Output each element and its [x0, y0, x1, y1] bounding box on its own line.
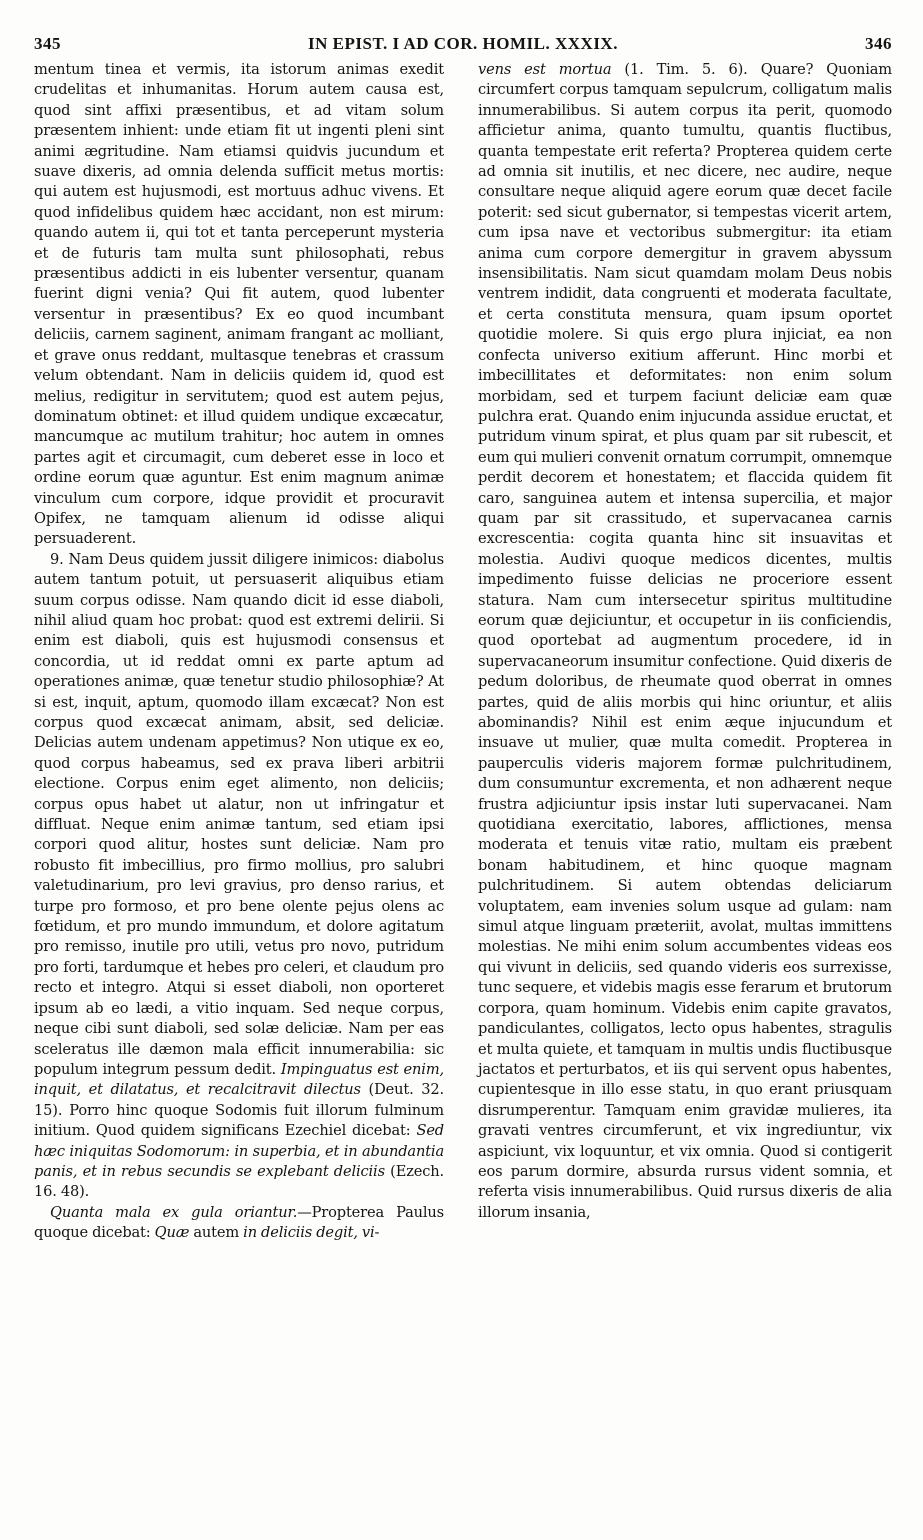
- running-title: IN EPIST. I AD COR. HOMIL. XXXIX.: [308, 34, 618, 53]
- scripture-quote: Impinguatus est enim, inquit, et dilatatus, et recalcitravit dilectus: [34, 1060, 444, 1099]
- scripture-quote: vens est mortua: [478, 61, 612, 78]
- left-column: [34, 60, 444, 1244]
- scripture-quote: in deliciis degit, vi-: [243, 1224, 380, 1242]
- paragraph: [34, 1203, 444, 1244]
- right-column: [478, 60, 892, 1223]
- paragraph-text: 9. Nam Deus quidem jussit diligere inimicos: diabolus autem tantum potuit, ut persuaserit aliquibus etiam suum corpus odisse. Nam quando dicit id esse diaboli, nihil aliud quam hoc probat: quod est extremi delirii. Si enim est diaboli, quis est hujusmodi consensus et concordia, ut id reddat omni ex parte aptum ad operationes animæ, quæ tenetur studio philosophiæ? At si est, inquit, aptum, quomodo illam excæcat? Non est corpus quod excæcat animam, absit, sed deliciæ. Delicias autem undenam appetimus? Non utique ex eo, quod corpus habeamus, sed ex prava liberi arbitrii electione. Corpus enim eget alimento, non deliciis; corpus opus habet ut alatur, non ut infringatur et diffluat. Neque enim animæ tantum, sed etiam ipsi corpori quod alitur, hostes sunt deliciæ. Nam pro robusto fit imbecillius, pro firmo mollius, pro salubri valetudinarium, pro levi gravius, pro denso rarius, et turpe pro formoso, et pro bene olente pejus olens ac fœtidum, et pro mundo immundum, et dolore agitatum pro remisso, inutile pro utili, vetus pro novo, putridum pro forti, tardumque et hebes pro celeri, et claudum pro recto et integro. Atqui si esset diaboli, non oporteret ipsum ab eo lædi, a vitio inquam. Sed neque corpus, neque cibi sunt diaboli, sed solæ deliciæ. Nam per eas sceleratus ille dæmon mala efficit innumerabilia: sic populum integrum pessum dedit.: [34, 550, 444, 1078]
- paragraph-text: Porro hinc quoque Sodomis fuit illorum fulminum initium. Quod quidem significans Ezechiel dicebat:: [34, 1101, 444, 1140]
- side-heading: Quanta mala ex gula oriantur.: [50, 1203, 298, 1221]
- paragraph: [34, 550, 444, 1203]
- paragraph-text: Quare? Quoniam circumfert corpus tamquam sepulcrum, colligatum malis innumerabilibus. Si autem corpus ita perit, quomodo afficietur anima, quanto tumultu, quantis fluctibus, quanta tempestate erit referta? Propterea quidem certe ad omnia sit inutilis, et nec dicere, nec audire, neque consultare neque aliquid agere eorum quæ decet facile poterit: sed sicut gubernator, si tempestas vicerit artem, cum ipsa nave et vectoribus submergitur: ita etiam anima cum corpore demergitur in gravem abyssum insensibilitatis. Nam sicut quamdam molam Deus nobis ventrem indidit, data congruenti et moderata facultate, et certa constituta mensura, quam ipsum oportet quotidie molere. Si quis ergo plura injiciat, ea non confecta universo exitium afferunt. Hinc morbi et imbecillitates et deformitates: non enim solum morbidam, sed et turpem faciunt deliciæ eam quæ pulchra erat. Quando enim injucunda assidue eructat, et putridum vinum spirat, et plus quam par sit rubescit, et eum qui mulieri convenit ornatum corrumpit, omnemque perdit decorem et honestatem; et flaccida quidem fit caro, sanguinea autem et intensa supercilia, et major quam par sit crassitudo, et supervacanea carnis excrescentia: cogita quanta hinc sit insuavitas et molestia. Audivi quoque medicos dicentes, multis impedimento fuisse delicias ne proceriore essent statura. Nam cum intersecetur spiritus multitudine eorum quæ dejiciuntur, et occupetur in iis conficiendis, quod oportebat ad augmentum procedere, id in supervacaneorum insumitur confectione. Quid dixeris de pedum doloribus, de rheumate quod oberrat in omnes partes, quid de aliis morbis qui hinc oriuntur, et aliis abominandis? Nihil est enim æque injucundum et insuave ut mulier, quæ multa comedit. Propterea in pauperculis videris majorem formæ pulchritudinem, dum consumuntur excrementa, et non adhærent neque frustra adjiciuntur ipsis instar luti supervacanei. Nam quotidiana exercitatio, labores, afflictiones, mensa moderata et tenuis vitæ ratio, multam eis præbent bonam habitudinem, et hinc quoque magnam pulchritudinem. Si autem obtendas deliciarum voluptatem, eam invenies solum usque ad gulam: nam simul atque linguam præteriit, avolat, multas immittens molestias. Ne mihi enim solum accumbentes videas eos qui vivunt in deliciis, sed quando videris eos surrexisse, tunc sequere, et videbis magis esse ferarum et brutorum corpora, quam hominum. Videbis enim capite gravatos, pandiculantes, colligatos, lecto opus habentes, stragulis et multa quiete, et tamquam in multis undis fluctibusque jactatos et perturbatos, et iis qui servent opus habentes, cupientesque in illo esse statu, in quo erant priusquam disrumperentur. Tamquam enim gravidæ mulieres, ita gravati ventres circumferunt, et vix ingrediuntur, vix aspiciunt, vix loquuntur, et vix omnia. Quod si contigerit eos parum dormire, absurda rursus vident somnia, et referta visis innumerabilibus. Quid rursus dixeris de alia illorum insania,: [478, 61, 892, 1221]
- paragraph-text: —Propterea Paulus quoque dicebat:: [34, 1203, 444, 1242]
- scripture-reference: (1. Tim. 5. 6).: [624, 61, 748, 78]
- paragraph-text: autem: [193, 1224, 240, 1242]
- scripture-quote: Sed hæc iniquitas Sodomorum: in superbia, et in abundantia panis, et in rebus secundis se explebant deliciis: [34, 1122, 444, 1180]
- scripture-reference: (Deut. 32. 15).: [34, 1081, 444, 1119]
- page-number-right: 346: [865, 34, 892, 53]
- page-number-left: 345: [34, 34, 61, 53]
- scripture-reference: (Ezech. 16. 48).: [34, 1162, 444, 1201]
- paragraph: mentum tinea et vermis, ita istorum animas exedit crudelitas et inhumanitas. Horum autem causa est, quod sint affixi præsentibus, et ad vitam solum præsentem inhient: unde etiam fit ut ingenti pleni sint animi ægritudine. Nam etiamsi quidvis jucundum et suave dixeris, ad omnia delenda sufficit metus mortis: qui autem est hujusmodi, est mortuus adhuc vivens. Et quod infidelibus quidem hæc accidant, non est mirum: quando autem ii, qui tot et tanta perceperunt mysteria et de futuris tam multa sunt philosophati, rebus præsentibus addicti in eis lubenter versentur, quanam fuerint digni venia? Qui fit autem, quod lubenter versentur in præsentibus? Ex eo quod incumbant deliciis, carnem saginent, animam frangant ac molliant, et grave onus reddant, multasque tenebras et crassum velum obtendant. Nam in deliciis quidem id, quod est melius, redigitur in servitutem; quod est autem pejus, dominatum obtinet: et illud quidem undique excæcatur, mancumque ac mutilum trahitur; hoc autem in omnes partes agit et circumagit, cum deberet esse in loco et ordine eorum quæ aguntur. Est enim magnum animæ vinculum cum corpore, idque providit et procuravit Opifex, ne tamquam alienum id odisse aliqui persuaderent.: [34, 61, 444, 548]
- running-header: [34, 34, 892, 60]
- paragraph: [478, 60, 892, 1223]
- scripture-quote: Quæ: [154, 1224, 190, 1242]
